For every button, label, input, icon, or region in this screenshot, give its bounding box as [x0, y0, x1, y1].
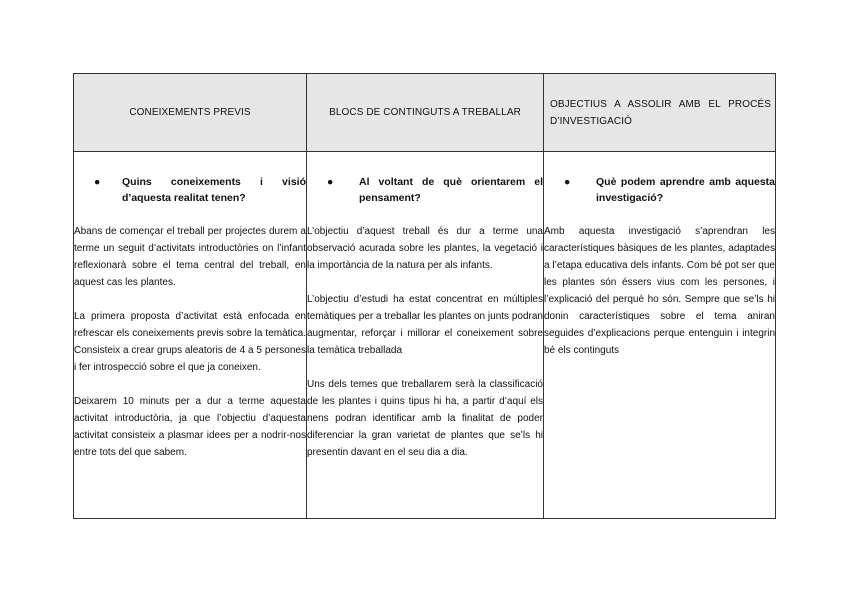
- paragraph: Amb aquesta investigació s’aprendran les característiques bàsiques de les plantes, adaptades a l’etapa educativa dels infants. Com bé pot ser que les plantes són éssers vius com les persones, i l’explicació del perquè ho són. Sempre que se’ls hi donin característiques sobre el tema aniran seguides d’explicacions perque entenguin i integrin bé els continguts: [544, 226, 775, 356]
- column-prior-knowledge: [74, 152, 307, 519]
- question-item: [74, 174, 306, 206]
- header-cell-content-blocks: [307, 74, 544, 152]
- header-cell-prior-knowledge: [74, 74, 307, 152]
- table-header-row: [74, 74, 776, 152]
- header-content-blocks: BLOCS DE CONTINGUTS A TREBALLAR: [329, 107, 521, 118]
- bullet-icon: ●: [564, 176, 571, 188]
- bullet-icon: ●: [327, 176, 334, 188]
- activity-table: [73, 73, 776, 519]
- header-objectives: OBJECTIUS A ASSOLIR AMB EL PROCÉS D’INVESTIGACIÓ: [550, 98, 771, 127]
- paragraph: L’objectiu d’aquest treball és dur a terme una observació acurada sobre les plantes, la vegetació i la importància de la natura per als infants.: [307, 226, 543, 271]
- question-item: [307, 174, 543, 206]
- question-text: Al voltant de què orientarem el pensament?: [359, 176, 543, 204]
- paragraph: Deixarem 10 minuts per a dur a terme aquesta activitat introductòria, ja que l’objectiu d’aquesta activitat consisteix a plasmar idees per a nodrir-nos entre tots del que sabem.: [74, 396, 306, 458]
- question-text: Què podem aprendre amb aquesta investigació?: [596, 176, 775, 204]
- question-text: Quins coneixements i visió d’aquesta realitat tenen?: [122, 176, 306, 204]
- paragraph: La primera proposta d’activitat està enfocada en refrescar els coneixements previs sobre la temàtica. Consisteix a crear grups aleatoris de 4 a 5 persones i fer introspecció sobre el que ja coneixen.: [74, 311, 306, 373]
- bullet-icon: ●: [94, 176, 101, 188]
- column-objectives: [544, 152, 776, 519]
- table-body-row: [74, 152, 776, 519]
- question-item: [544, 174, 775, 206]
- column-content-blocks: [307, 152, 544, 519]
- header-prior-knowledge: CONEIXEMENTS PREVIS: [129, 107, 251, 118]
- paragraph: Abans de començar el treball per projectes durem a terme un seguit d’activitats introductòries on l’infant reflexionarà sobre el tema central del treball, en aquest cas les plantes.: [74, 226, 306, 288]
- paragraph: L’objectiu d’estudi ha estat concentrat en múltiples temàtiques per a treballar les plantes on junts podran augmentar, reforçar i millorar el coneixement sobre la temàtica treballada: [307, 294, 543, 356]
- paragraph: Uns dels temes que treballarem serà la classificació de les plantes i quins tipus hi ha, a partir d’aquí els nens podran identificar amb la finalitat de poder diferenciar la gran varietat de plantes que se’ls hi presentin davant en el seu dia a dia.: [307, 379, 543, 458]
- header-cell-objectives: [544, 74, 776, 152]
